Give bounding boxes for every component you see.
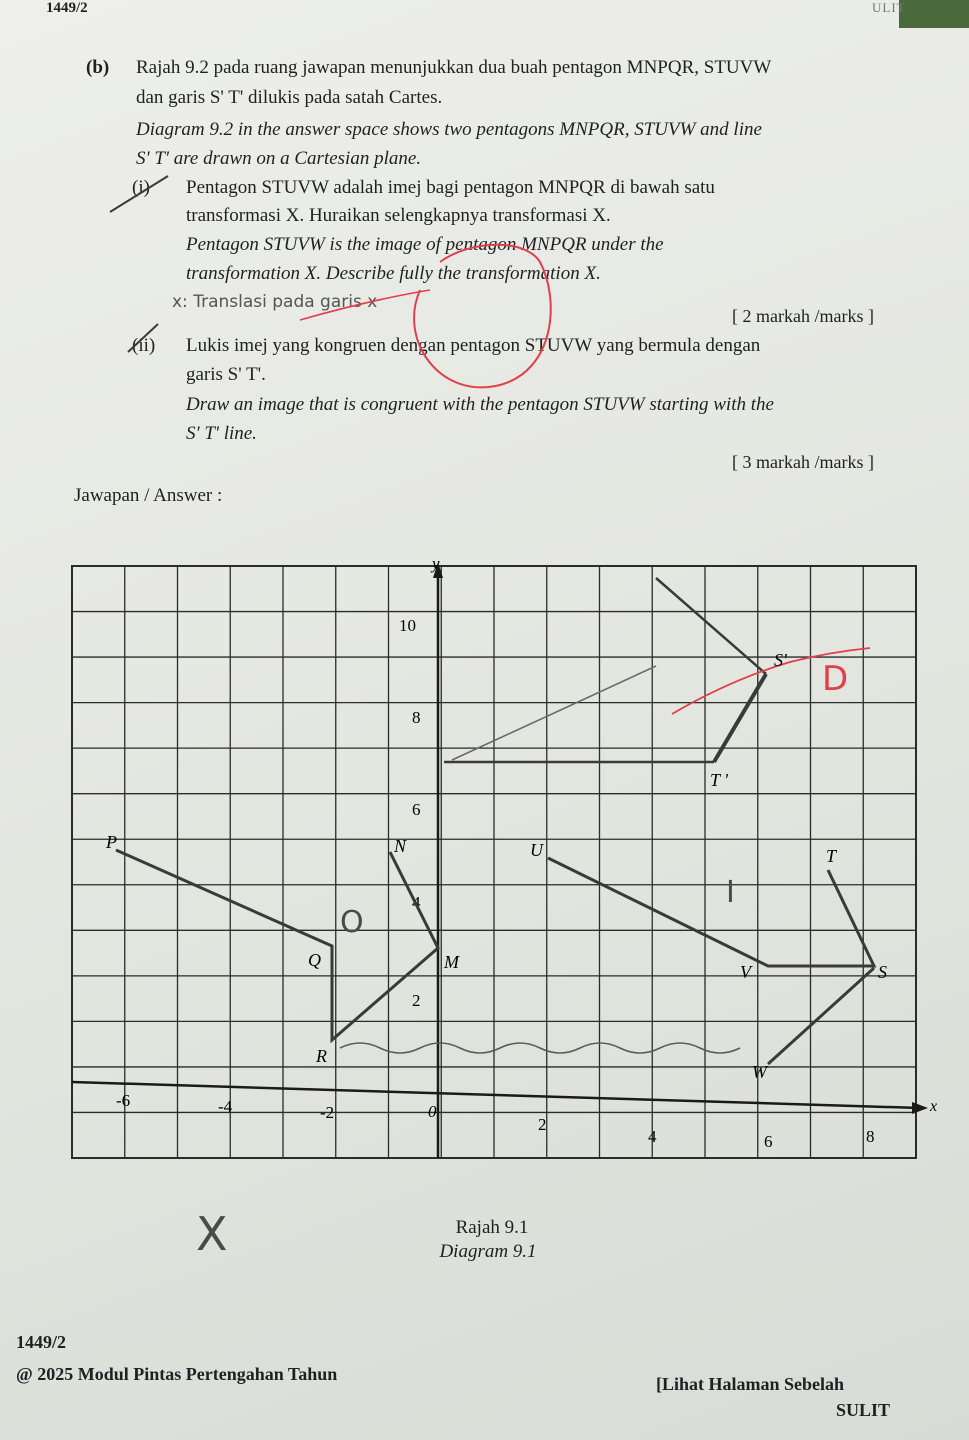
sub-ii-malay-line2: garis S' T'.	[186, 364, 266, 385]
footer-next-page: [Lihat Halaman Sebelah	[656, 1374, 845, 1394]
label-w: W	[752, 1062, 767, 1082]
question-part-label: (b)	[86, 57, 110, 78]
red-circle-mark	[414, 245, 551, 388]
sub-ii-malay-line1: Lukis imej yang kongruen dengan pentagon STUVW yang bermula dengan	[186, 335, 761, 356]
question-malay-line2: dan garis S' T' dilukis pada satah Cartes.	[136, 87, 443, 108]
tick-mark-ii	[128, 324, 158, 352]
sub-i-english-line2: transformation X. Describe fully the transformation X.	[186, 263, 601, 284]
label-t-prime: T '	[710, 770, 729, 790]
sub-ii-marks: [ 3 markah /marks ]	[732, 452, 874, 472]
label-t: T	[826, 846, 837, 866]
sub-i-malay-line1: Pentagon STUVW adalah imej bagi pentagon MNPQR di bawah satu	[186, 177, 715, 198]
question-english-line1: Diagram 9.2 in the answer space shows two pentagons MNPQR, STUVW and line	[136, 119, 762, 140]
label-n: N	[394, 836, 407, 856]
sub-ii-english-line1: Draw an image that is congruent with the pentagon STUVW starting with the	[186, 394, 774, 415]
x-tick-neg6: -6	[116, 1091, 131, 1110]
label-q: Q	[308, 950, 321, 970]
sub-i-english-line1: Pentagon STUVW is the image of pentagon MNPQR under the	[186, 234, 664, 255]
label-s-prime: S'	[774, 650, 787, 670]
handwritten-i: I	[726, 875, 735, 910]
label-s: S	[878, 962, 887, 982]
x-tick-6: 6	[764, 1132, 773, 1151]
handwritten-cross: X	[196, 1207, 228, 1261]
handwritten-d: D	[822, 659, 849, 699]
red-underline-mark	[300, 290, 430, 320]
y-tick-4: 4	[412, 893, 421, 912]
x-tick-0: 0	[428, 1102, 437, 1121]
question-malay-line1: Rajah 9.2 pada ruang jawapan menunjukkan dua buah pentagon MNPQR, STUVW	[136, 57, 772, 78]
label-r: R	[316, 1046, 327, 1066]
x-tick-4: 4	[648, 1127, 657, 1146]
sketch-diagonal-line	[452, 666, 656, 760]
handwritten-o: O	[340, 905, 364, 940]
wavy-pencil-line	[340, 1043, 740, 1053]
x-axis-label: x	[930, 1098, 938, 1115]
student-answer-text: x: Translasi pada garis x	[172, 292, 378, 312]
x-tick-neg4: -4	[218, 1097, 233, 1116]
y-tick-10: 10	[399, 616, 416, 635]
grid-lines	[72, 566, 916, 1158]
y-axis-label: y	[432, 554, 440, 573]
header-sulit: ULIT	[872, 0, 906, 15]
footer-module: @ 2025 Modul Pintas Pertengahan Tahun	[16, 1364, 338, 1384]
x-axis-arrow-icon	[912, 1102, 928, 1114]
label-p: P	[106, 832, 117, 852]
y-tick-2: 2	[412, 991, 421, 1010]
label-m: M	[444, 952, 459, 972]
sketch-upper-line	[656, 578, 766, 674]
x-axis	[72, 1082, 920, 1108]
y-tick-6: 6	[412, 800, 421, 819]
header-paper-code: 1449/2	[46, 0, 88, 16]
sub-ii-english-line2: S' T' line.	[186, 423, 257, 444]
x-tick-neg2: -2	[320, 1103, 335, 1122]
x-tick-8: 8	[866, 1127, 875, 1146]
label-u: U	[530, 840, 543, 860]
tick-mark-i	[110, 176, 168, 212]
pentagon-stuvw-top	[548, 858, 874, 966]
pentagon-stuvw-side	[768, 968, 874, 1064]
sub-i-malay-line2: transformasi X. Huraikan selengkapnya transformasi X.	[186, 205, 611, 226]
label-v: V	[740, 962, 751, 982]
footer-code: 1449/2	[16, 1332, 67, 1352]
caption-english: Diagram 9.1	[439, 1241, 537, 1262]
sub-i-label: (i)	[132, 177, 150, 198]
sub-i-marks: [ 2 markah /marks ]	[732, 306, 874, 326]
answer-label: Jawapan / Answer :	[74, 485, 223, 506]
question-english-line2: S' T' are drawn on a Cartesian plane.	[136, 148, 422, 169]
x-tick-2: 2	[538, 1115, 547, 1134]
sub-ii-label: (ii)	[132, 335, 156, 356]
y-tick-8: 8	[412, 708, 421, 727]
footer-sulit: SULIT	[836, 1400, 891, 1420]
caption-malay: Rajah 9.1	[455, 1217, 529, 1238]
pentagon-mnpqr	[116, 850, 438, 1040]
